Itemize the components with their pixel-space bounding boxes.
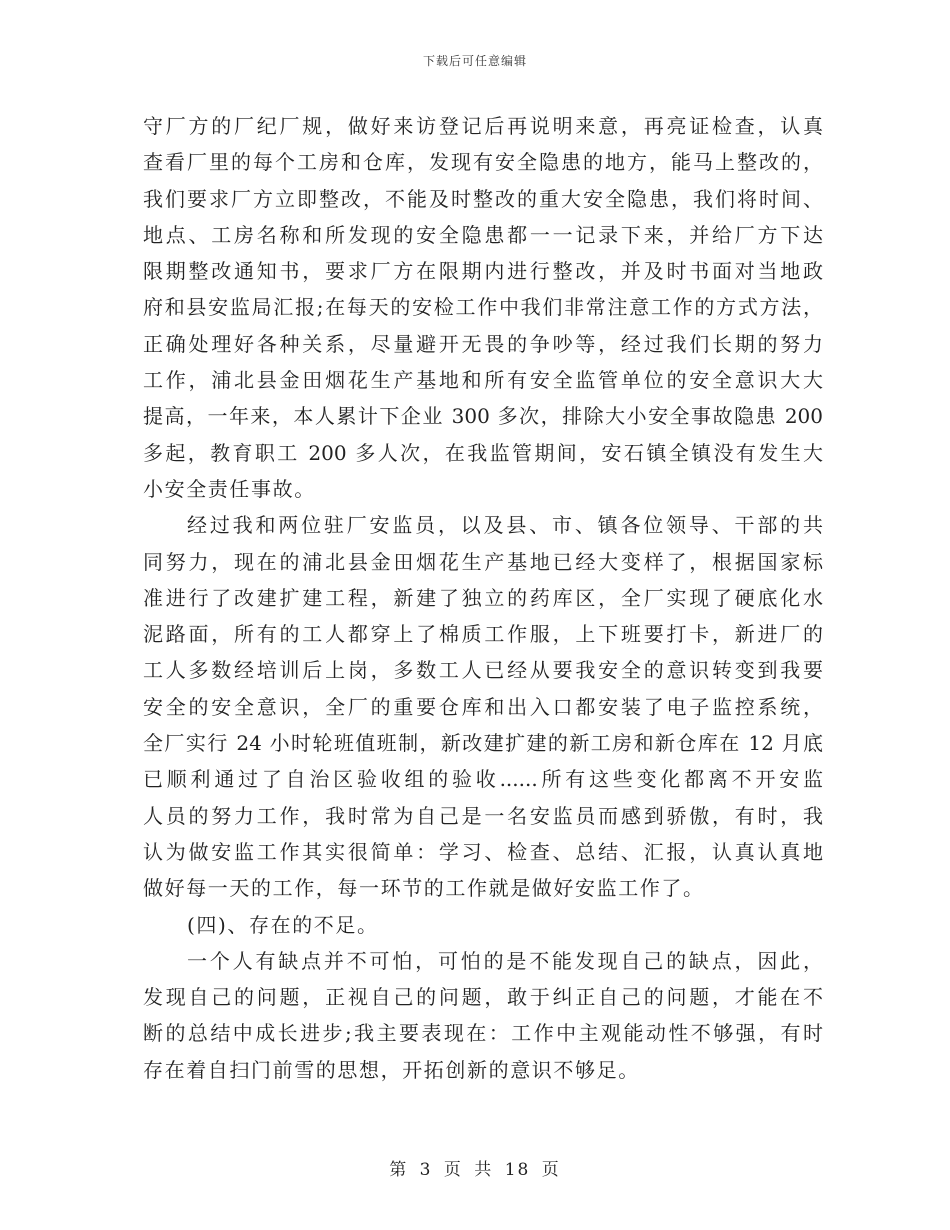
body-line: 查看厂里的每个工房和仓库，发现有安全隐患的地方，能马上整改的， (143, 150, 823, 175)
body-line: 守厂方的厂纪厂规，做好来访登记后再说明来意，再亮证检查，认真 (143, 114, 823, 138)
body-line: 准进行了改建扩建工程，新建了独立的药库区，全厂实现了硬底化水 (143, 585, 823, 610)
body-line: 府和县安监局汇报;在每天的安检工作中我们非常注意工作的方式方法， (143, 295, 823, 320)
page-number-footer: 第 3 页 共 18 页 (389, 1160, 561, 1180)
body-line: 限期整改通知书，要求厂方在限期内进行整改，并及时书面对当地政 (143, 259, 823, 284)
body-line: 工人多数经培训后上岗，多数工人已经从要我安全的意识转变到我要 (143, 658, 823, 683)
body-line: 发现自己的问题，正视自己的问题，敢于纠正自己的问题，才能在不 (143, 985, 823, 1010)
body-line: 存在着自扫门前雪的思想，开拓创新的意识不够足。 (143, 1057, 640, 1082)
section-heading: (四)、存在的不足。 (187, 912, 379, 937)
body-line: 地点、工房名称和所发现的安全隐患都一一记录下来，并给厂方下达 (143, 222, 823, 247)
body-line: 全厂实行 24 小时轮班值班制，新改建扩建的新工房和新仓库在 12 月底 (143, 731, 823, 756)
body-line: 提高，一年来，本人累计下企业 300 多次，排除大小安全事故隐患 200 (143, 404, 823, 429)
body-line: 已顺利通过了自治区验收组的验收......所有这些变化都离不开安监 (143, 767, 823, 792)
body-line: 工作，浦北县金田烟花生产基地和所有安全监管单位的安全意识大大 (143, 368, 823, 393)
body-line: 小安全责任事故。 (143, 476, 316, 501)
body-line: 同努力，现在的浦北县金田烟花生产基地已经大变样了，根据国家标 (143, 549, 823, 574)
body-line: 一个人有缺点并不可怕，可怕的是不能发现自己的缺点，因此， (187, 948, 823, 973)
page-header: 下载后可任意编辑 (422, 54, 527, 68)
body-line: 正确处理好各种关系，尽量避开无畏的争吵等，经过我们长期的努力 (143, 331, 823, 356)
body-line: 做好每一天的工作，每一环节的工作就是做好安监工作了。 (143, 876, 705, 901)
body-line: 多起，教育职工 200 多人次，在我监管期间，安石镇全镇没有发生大 (143, 440, 823, 465)
body-line: 安全的安全意识，全厂的重要仓库和出入口都安装了电子监控系统， (143, 694, 823, 719)
body-line: 认为做安监工作其实很简单：学习、检查、总结、汇报，认真认真地 (143, 839, 823, 864)
body-line: 人员的努力工作，我时常为自己是一名安监员而感到骄傲，有时，我 (143, 803, 823, 828)
body-line: 我们要求厂方立即整改，不能及时整改的重大安全隐患，我们将时间、 (143, 186, 823, 211)
body-line: 经过我和两位驻厂安监员，以及县、市、镇各位领导、干部的共 (187, 513, 823, 538)
body-line: 断的总结中成长进步;我主要表现在：工作中主观能动性不够强，有时 (143, 1021, 823, 1046)
document-body (143, 108, 823, 1088)
body-line: 泥路面，所有的工人都穿上了棉质工作服，上下班要打卡，新进厂的 (143, 622, 823, 647)
